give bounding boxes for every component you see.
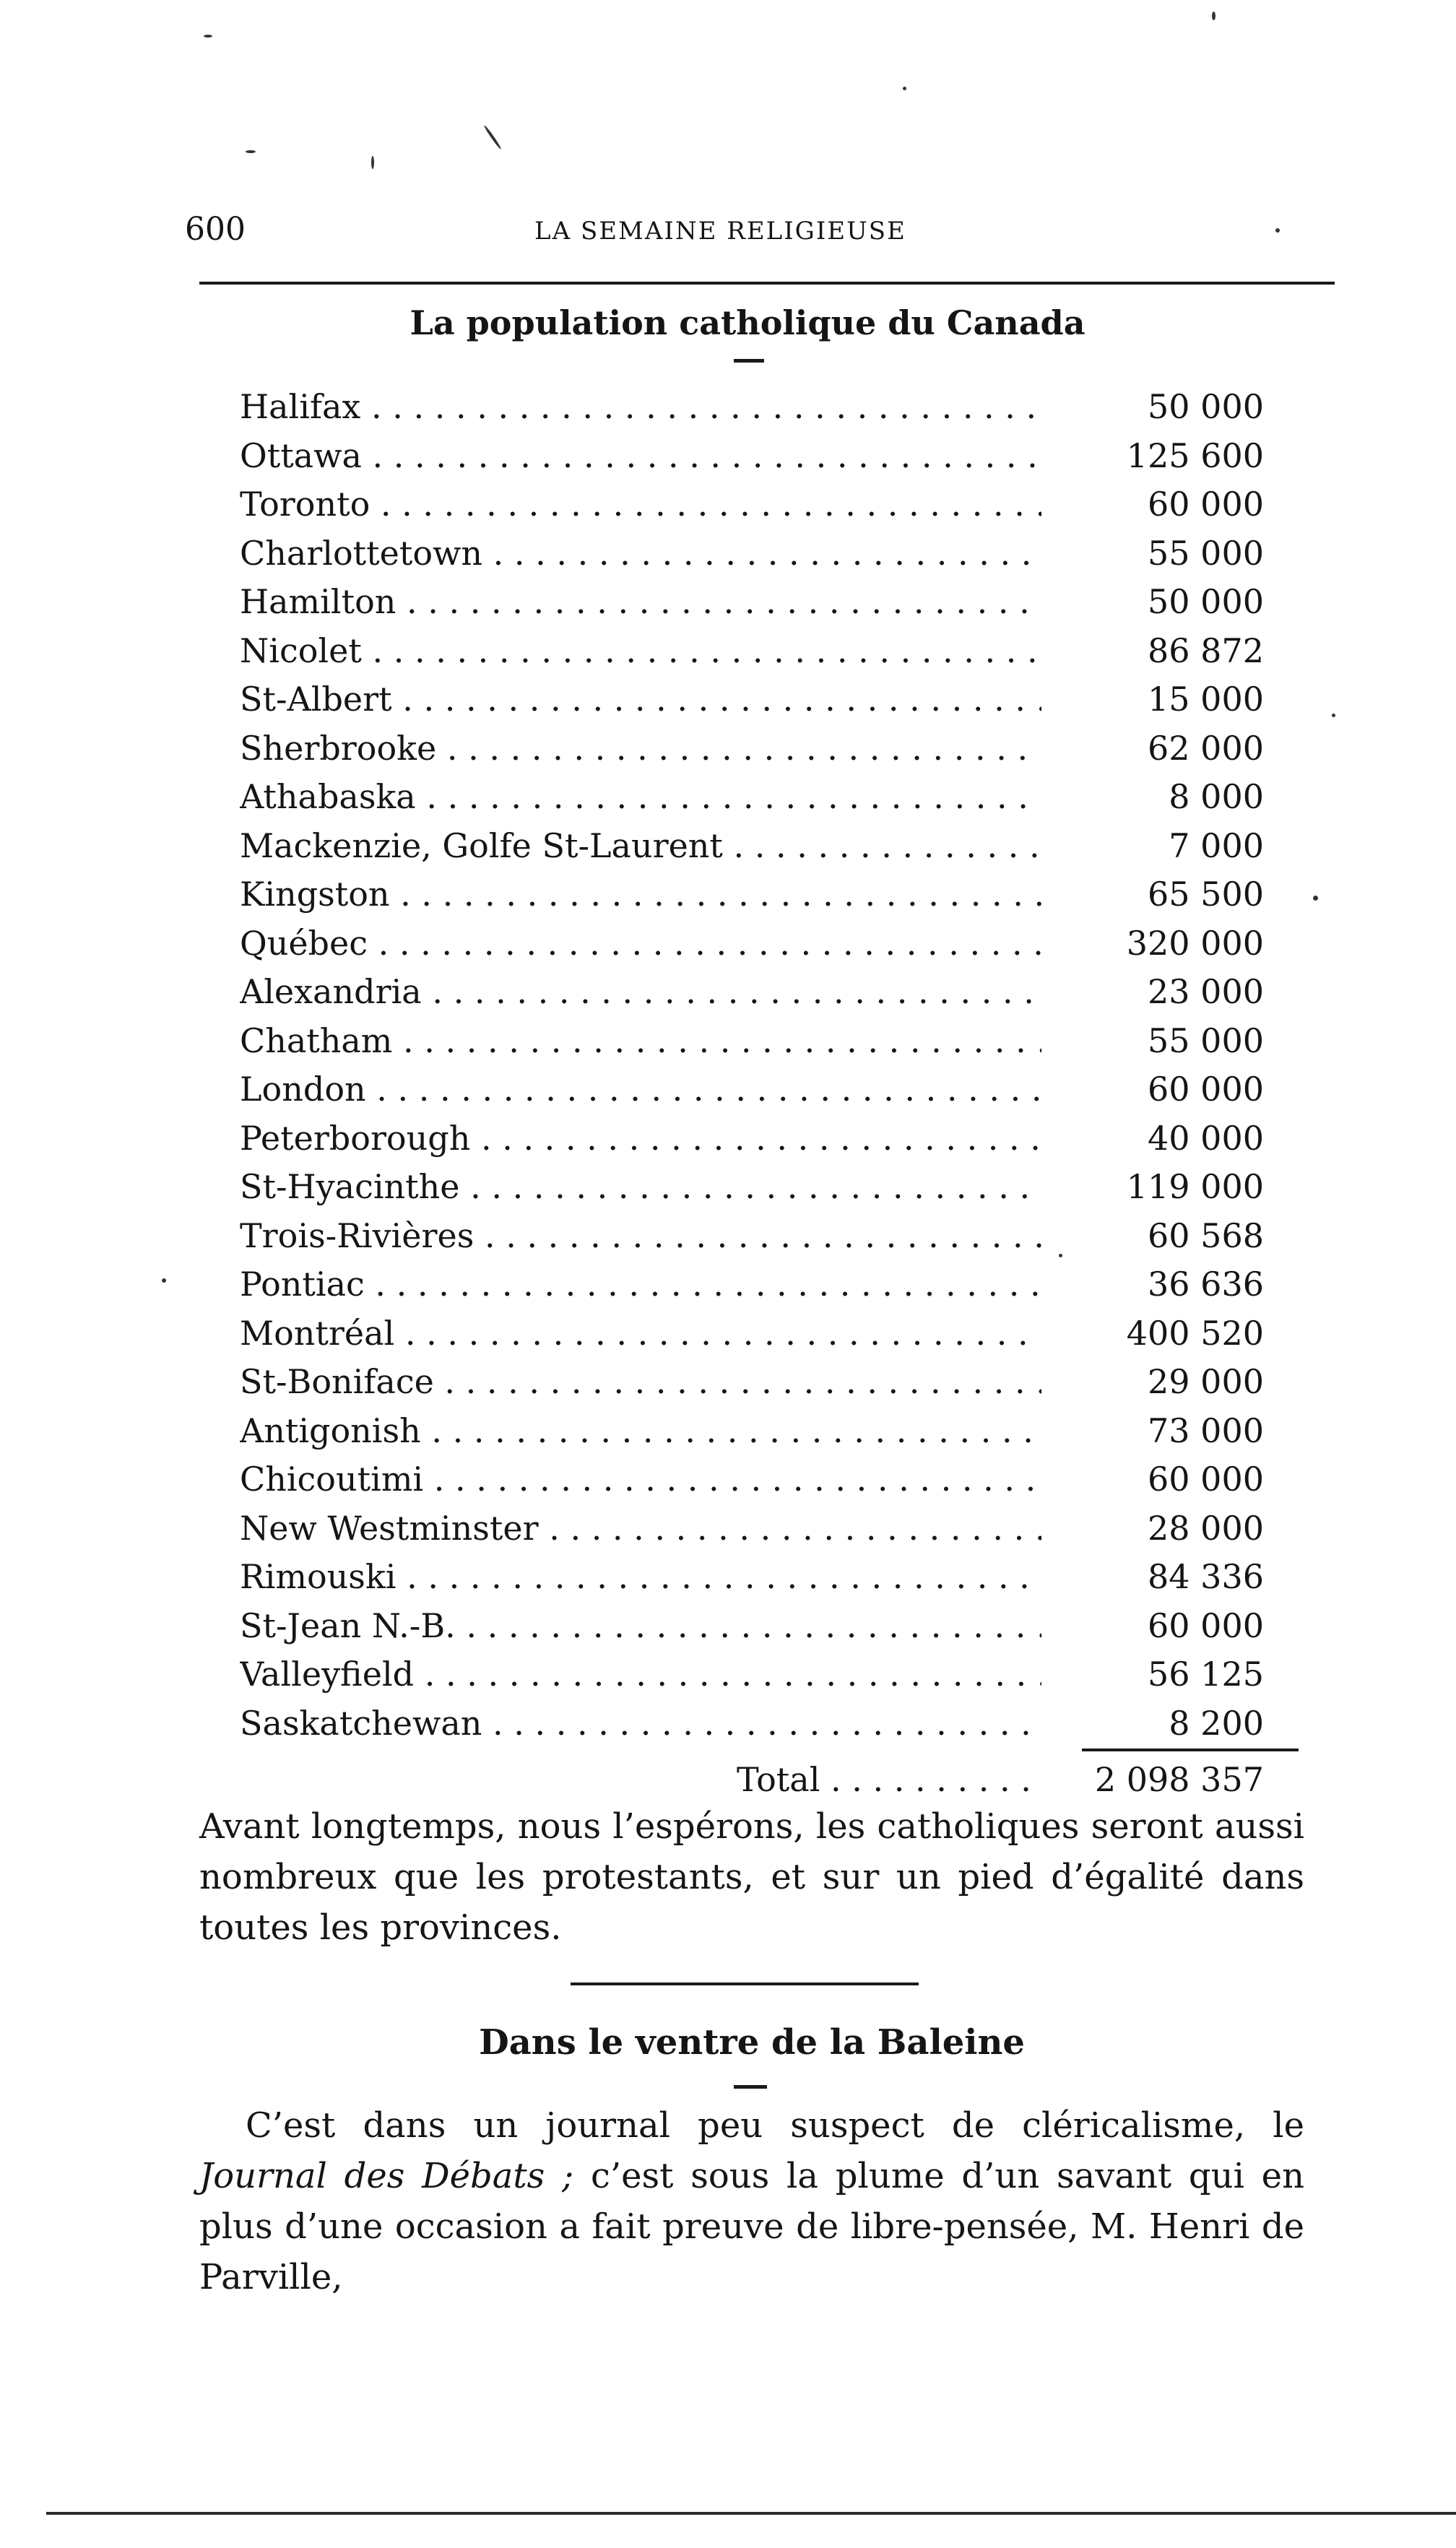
population-value: 65 500 <box>1148 875 1264 914</box>
population-value: 60 000 <box>1148 1070 1264 1109</box>
diocese-name: Rimouski . . . <box>240 1553 1041 1602</box>
table-row <box>240 1504 1264 1554</box>
paragraph-text-start: C’est dans un journal peu suspect de cléricalisme, le <box>246 2105 1304 2146</box>
table-row <box>240 675 1264 724</box>
population-value: 73 000 <box>1148 1410 1264 1450</box>
diocese-name: Alexandria . . . <box>240 968 1041 1017</box>
population-value: 60 000 <box>1148 485 1264 524</box>
table-row <box>240 919 1264 968</box>
table-row <box>240 773 1264 822</box>
diocese-name: Pontiac . . . <box>240 1260 1041 1309</box>
section-dash <box>734 2085 767 2089</box>
total-rule <box>1082 1748 1299 1751</box>
population-value: 40 000 <box>1148 1118 1264 1158</box>
diocese-name: Mackenzie, Golfe St-Laurent . . . <box>240 822 1041 871</box>
population-value: 15 000 <box>1148 680 1264 719</box>
table-row <box>240 870 1264 919</box>
scan-speck <box>483 124 502 150</box>
diocese-name: Sherbrooke . . . <box>240 724 1041 774</box>
section-title: Dans le ventre de la Baleine <box>479 2022 1025 2063</box>
population-value: 125 600 <box>1126 436 1264 475</box>
section-separator <box>571 1982 919 1985</box>
total-value: 2 098 357 <box>1094 1760 1264 1799</box>
table-row <box>240 578 1264 627</box>
population-value: 50 000 <box>1148 387 1264 426</box>
scan-speck <box>1313 896 1318 901</box>
scan-speck <box>1059 1254 1062 1257</box>
title-dash <box>734 359 764 363</box>
diocese-name: London . . . <box>240 1065 1041 1114</box>
population-value: 7 000 <box>1169 826 1264 865</box>
table-row <box>240 1699 1264 1748</box>
population-value: 119 000 <box>1126 1167 1264 1206</box>
population-value: 320 000 <box>1126 923 1264 963</box>
diocese-name: Chicoutimi . . . <box>240 1455 1041 1504</box>
population-value: 400 520 <box>1126 1313 1264 1353</box>
table-row <box>240 1358 1264 1407</box>
population-value: 8 000 <box>1169 777 1264 816</box>
diocese-name: Nicolet . . . <box>240 627 1041 676</box>
diocese-name: Peterborough . . . <box>240 1114 1041 1164</box>
table-row <box>240 1309 1264 1358</box>
scan-speck <box>204 35 212 38</box>
diocese-name: Chatham . . . <box>240 1017 1041 1066</box>
population-value: 28 000 <box>1148 1508 1264 1548</box>
population-value: 60 000 <box>1148 1606 1264 1645</box>
diocese-name: Québec . . . <box>240 919 1041 968</box>
table-row <box>240 1212 1264 1261</box>
page-number: 600 <box>185 211 246 248</box>
table-row <box>240 1650 1264 1699</box>
table-row <box>240 1114 1264 1164</box>
diocese-name: St-Boniface . . . <box>240 1358 1041 1407</box>
diocese-name: Saskatchewan . . . <box>240 1699 1041 1748</box>
population-value: 29 000 <box>1148 1362 1264 1401</box>
population-value: 60 568 <box>1148 1216 1264 1255</box>
diocese-name: Montréal . . . <box>240 1309 1041 1358</box>
diocese-name: Halifax . . . <box>240 383 1041 432</box>
table-row <box>240 1065 1264 1114</box>
table-row <box>240 480 1264 529</box>
diocese-name: St-Albert . . . <box>240 675 1041 724</box>
table-row <box>240 1407 1264 1456</box>
scan-speck <box>1332 714 1335 717</box>
scan-speck <box>162 1278 166 1283</box>
scan-speck <box>1275 228 1280 233</box>
population-value: 36 636 <box>1148 1265 1264 1304</box>
table-row <box>240 383 1264 432</box>
header-rule <box>199 282 1335 285</box>
paragraph-text-end: c’est sous la plume d’un savant qui en plus d’une occasion a fait preuve de libre-pensée, M. Henri de Parville, <box>199 2156 1304 2297</box>
conclusion-paragraph: Avant longtemps, nous l’espérons, les catholiques seront aussi nombreux que les protestants, et sur un pied d’égalité dans toutes les provinces. <box>199 1806 1304 1948</box>
diocese-name: Charlottetown . . . <box>240 529 1041 578</box>
table-row <box>240 822 1264 871</box>
table-row <box>240 1602 1264 1651</box>
bottom-rule <box>46 2512 1456 2515</box>
diocese-name: Antigonish . . . <box>240 1407 1041 1456</box>
table-row <box>240 724 1264 774</box>
table-row <box>240 1553 1264 1602</box>
population-value: 56 125 <box>1148 1655 1264 1694</box>
scan-speck <box>903 87 906 90</box>
diocese-name: St-Hyacinthe . . . <box>240 1163 1041 1212</box>
population-value: 50 000 <box>1148 582 1264 621</box>
diocese-name: Valleyfield . . . <box>240 1650 1041 1699</box>
scan-speck <box>371 156 374 169</box>
diocese-name: Kingston . . . <box>240 870 1041 919</box>
table-row <box>240 529 1264 578</box>
diocese-name: Hamilton . . . <box>240 578 1041 627</box>
journal-title: Journal des Débats ; <box>199 2156 574 2196</box>
population-value: 84 336 <box>1148 1557 1264 1596</box>
diocese-name: Toronto . . . <box>240 480 1041 529</box>
diocese-name: New Westminster . . . <box>240 1504 1041 1554</box>
table-row <box>240 968 1264 1017</box>
population-value: 55 000 <box>1148 1020 1264 1060</box>
table-row <box>240 1017 1264 1066</box>
section-paragraph <box>199 2100 1304 2302</box>
diocese-name: St-Jean N.-B. . . . <box>240 1602 1041 1651</box>
table-row <box>240 1163 1264 1212</box>
running-head: LA SEMAINE RELIGIEUSE <box>534 217 906 246</box>
total-row <box>737 1755 1264 1804</box>
scan-speck <box>1212 12 1216 20</box>
population-value: 86 872 <box>1148 630 1264 670</box>
population-value: 55 000 <box>1148 533 1264 573</box>
table-row <box>240 432 1264 481</box>
population-value: 8 200 <box>1169 1703 1264 1743</box>
diocese-name: Ottawa . . . <box>240 432 1041 481</box>
population-table <box>240 383 1264 1748</box>
scan-speck <box>246 150 256 153</box>
total-label: Total . . . <box>737 1755 1040 1804</box>
population-value: 23 000 <box>1148 972 1264 1011</box>
table-row <box>240 1260 1264 1309</box>
table-row <box>240 1455 1264 1504</box>
table-title: La population catholique du Canada <box>410 303 1086 342</box>
diocese-name: Trois-Rivières . . . <box>240 1212 1041 1261</box>
diocese-name: Athabaska . . . <box>240 773 1041 822</box>
table-row <box>240 627 1264 676</box>
population-value: 60 000 <box>1148 1460 1264 1499</box>
population-value: 62 000 <box>1148 728 1264 768</box>
